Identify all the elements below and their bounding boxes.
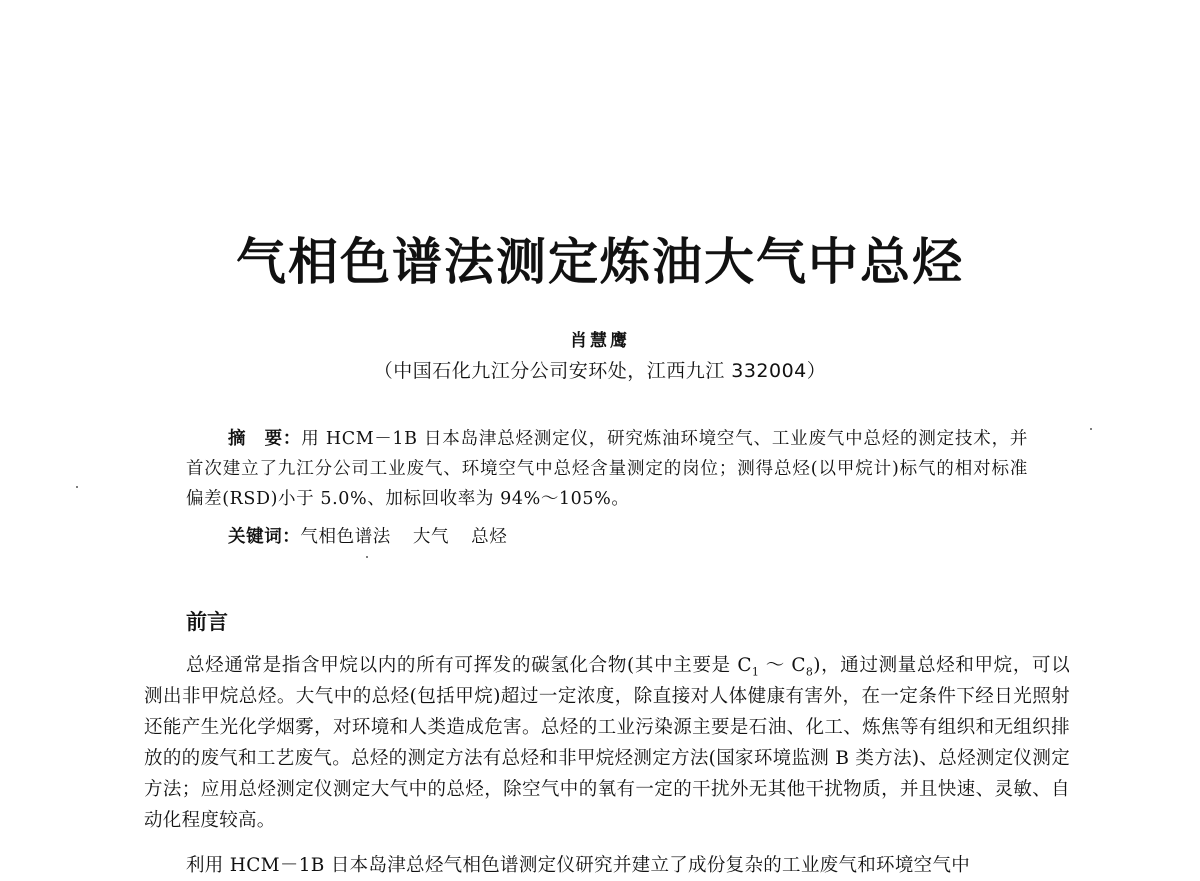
scan-speck xyxy=(366,556,368,558)
section-heading: 前言 xyxy=(186,610,228,634)
keyword-item: 大气 xyxy=(412,527,450,547)
keyword-item: 气相色谱法 xyxy=(300,527,391,547)
body-paragraph-continued: 利用 HCM－1B 日本岛津总烃气相色谱测定仪研究并建立了成份复杂的工业废气和环境空气中 xyxy=(186,855,971,876)
abstract-text: 用 HCM－1B 日本岛津总烃测定仪，研究炼油环境空气、工业废气中总烃的测定技术，并首次建立了九江分公司工业废气、环境空气中总烃含量测定的岗位；测得总烃(以甲烷计)标气的相对标准偏差(RSD)小于 5.0%、加标回收率为 94%～105%。 xyxy=(186,429,1028,509)
body-text-segment: 总烃通常是指含甲烷以内的所有可挥发的碳氢化合物(其中主要是 C xyxy=(186,655,752,676)
keyword-item: 总烃 xyxy=(471,527,508,547)
paper-title: 气相色谱法测定炼油大气中总烃 xyxy=(236,233,964,291)
body-text-segment: ～ C xyxy=(759,655,806,676)
author-affiliation: （中国石化九江分公司安环处，江西九江 332004） xyxy=(373,360,827,382)
keywords-block xyxy=(228,522,529,552)
author-name: 肖慧鹰 xyxy=(570,331,630,351)
subscript: 8 xyxy=(805,665,814,679)
abstract-label: 摘 要： xyxy=(228,429,302,449)
body-text-segment: )，通过测量总烃和甲烷，可以测出非甲烷总烃。大气中的总烃(包括甲烷)超过一定浓度，除直接对人体健康有害外，在一定条件下经日光照射还能产生光化学烟雾，对环境和人类造成危害。总烃的工业污染源主要是石油、化工、炼焦等有组织和无组织排放的的废气和工艺废气。总烃的测定方法有总烃和非甲烷烃测定方法(国家环境监测 B 类方法)、总烃测定仪测定方法；应用总烃测定仪测定大气中的总烃，除空气中的氧有一定的干扰外无其他干扰物质，并且快速、灵敏、自动化程度较高。 xyxy=(144,655,1071,831)
scan-speck xyxy=(1090,428,1092,430)
subscript: 1 xyxy=(751,665,760,679)
body-paragraph xyxy=(144,650,1070,836)
scan-speck xyxy=(76,486,78,488)
abstract-block xyxy=(186,424,1028,514)
keywords-label: 关键词： xyxy=(228,527,301,547)
